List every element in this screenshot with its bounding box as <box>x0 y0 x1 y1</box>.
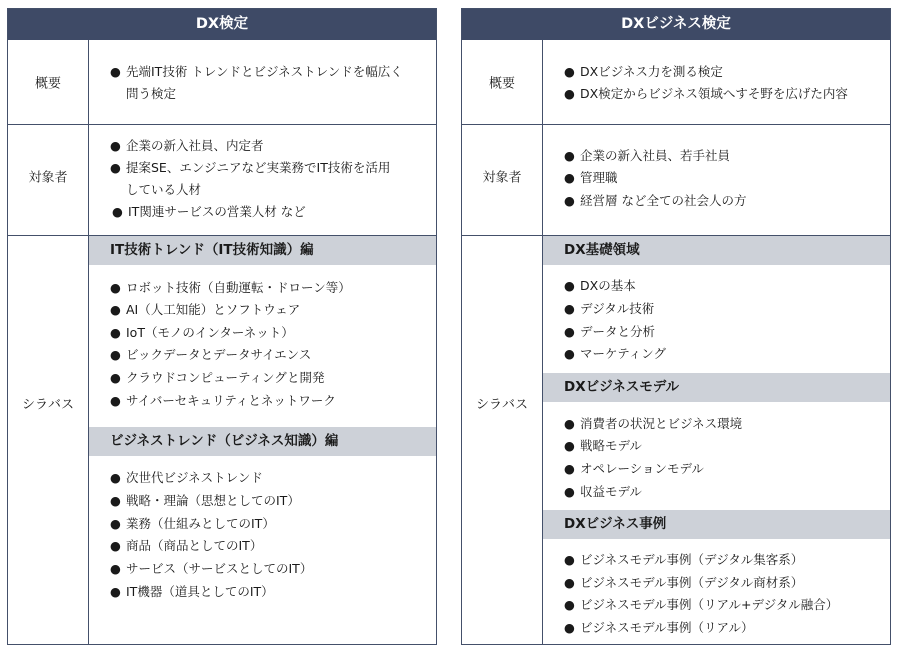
column-divider <box>88 40 89 644</box>
dx-kentei-panel <box>7 8 437 645</box>
bullet-icon: ● <box>564 484 575 499</box>
panel-title: DXビジネス検定 <box>462 9 890 40</box>
list-item: ● サイバーセキュリティとネットワーク <box>110 390 428 412</box>
section-heading: DXビジネス事例 <box>543 510 890 539</box>
list-item: ● 収益モデル <box>564 481 882 503</box>
bullet-icon: ● <box>110 561 121 576</box>
list-item: ● ビジネスモデル事例（リアル） <box>564 617 882 639</box>
list-item: ● ロボット技術（自動運転・ドローン等） <box>110 277 428 299</box>
list-item: ● ビジネスモデル事例（デジタル商材系） <box>564 572 882 594</box>
bullet-icon: ● <box>110 160 121 175</box>
audience-item: ● 企業の新入社員、内定者 <box>110 135 428 157</box>
column-divider <box>542 40 543 644</box>
audience-label: 対象者 <box>28 170 68 186</box>
audience-item: ● 企業の新入社員、若手社員 <box>564 145 882 167</box>
bullet-icon: ● <box>110 280 121 295</box>
list-item: ● IT機器（道具としてのIT） <box>110 581 428 603</box>
bullet-icon: ● <box>564 597 575 612</box>
audience-label: 対象者 <box>482 170 522 186</box>
bullet-icon: ● <box>564 301 575 316</box>
section-heading: ビジネストレンド（ビジネス知識）編 <box>89 427 436 456</box>
bullet-icon: ● <box>110 138 121 153</box>
dx-business-kentei-panel <box>461 8 891 645</box>
panel-title: DX検定 <box>8 9 436 40</box>
bullet-icon: ● <box>564 461 575 476</box>
list-item: ● AI（人工知能）とソフトウェア <box>110 299 428 321</box>
bullet-icon: ● <box>564 552 575 567</box>
overview-label: 概要 <box>488 76 515 92</box>
bullet-icon: ● <box>564 346 575 361</box>
bullet-icon: ● <box>110 325 121 340</box>
list-item: ● 戦略モデル <box>564 435 882 457</box>
list-item: ● データと分析 <box>564 321 882 343</box>
bullet-icon: ● <box>110 302 121 317</box>
list-item: ● デジタル技術 <box>564 298 882 320</box>
bullet-icon: ● <box>564 416 575 431</box>
bullet-icon: ● <box>110 370 121 385</box>
section-heading: DXビジネスモデル <box>543 373 890 402</box>
audience-item: ● 提案SE、エンジニアなど実業務でIT技術を活用 している人材 <box>110 157 428 201</box>
list-item: ● 戦略・理論（思想としてのIT） <box>110 490 428 512</box>
bullet-icon: ● <box>110 584 121 599</box>
bullet-icon: ● <box>110 347 121 362</box>
bullet-icon: ● <box>110 64 121 79</box>
bullet-icon: ● <box>110 493 121 508</box>
list-item: ● 消費者の状況とビジネス環境 <box>564 413 882 435</box>
bullet-icon: ● <box>564 170 575 185</box>
list-item: ● オペレーションモデル <box>564 458 882 480</box>
bullet-icon: ● <box>564 324 575 339</box>
list-item: ● マーケティング <box>564 343 882 365</box>
bullet-icon: ● <box>564 148 575 163</box>
overview-label: 概要 <box>34 76 61 92</box>
bullet-icon: ● <box>112 204 123 219</box>
bullet-icon: ● <box>564 620 575 635</box>
bullet-icon: ● <box>110 470 121 485</box>
row-divider <box>462 124 890 125</box>
row-divider <box>8 124 436 125</box>
bullet-icon: ● <box>110 538 121 553</box>
overview-item: ● DX検定からビジネス領域へすそ野を広げた内容 <box>564 83 882 105</box>
bullet-icon: ● <box>564 193 575 208</box>
bullet-icon: ● <box>564 278 575 293</box>
list-item: ● DXの基本 <box>564 275 882 297</box>
list-item: ● ビジネスモデル事例（リアル+デジタル融合） <box>564 594 882 616</box>
section-heading: IT技術トレンド（IT技術知識）編 <box>89 236 436 265</box>
audience-item: ● IT関連サービスの営業人材 など <box>112 201 430 223</box>
list-item: ● ビジネスモデル事例（デジタル集客系） <box>564 549 882 571</box>
bullet-icon: ● <box>564 438 575 453</box>
bullet-icon: ● <box>564 64 575 79</box>
overview-item: ● DXビジネス力を測る検定 <box>564 61 882 83</box>
list-item: ● ビックデータとデータサイエンス <box>110 344 428 366</box>
list-item: ● サービス（サービスとしてのIT） <box>110 558 428 580</box>
list-item: ● 業務（仕組みとしてのIT） <box>110 513 428 535</box>
bullet-icon: ● <box>564 575 575 590</box>
section-heading: DX基礎領域 <box>543 236 890 265</box>
list-item: ● 次世代ビジネストレンド <box>110 467 428 489</box>
audience-item: ● 経営層 など全ての社会人の方 <box>564 190 882 212</box>
overview-item: ● 先端IT技術 トレンドとビジネストレンドを幅広く 問う検定 <box>110 61 428 105</box>
list-item: ● クラウドコンピューティングと開発 <box>110 367 428 389</box>
list-item: ● IoT（モノのインターネット） <box>110 322 428 344</box>
audience-item: ● 管理職 <box>564 167 882 189</box>
bullet-icon: ● <box>110 516 121 531</box>
list-item: ● 商品（商品としてのIT） <box>110 535 428 557</box>
bullet-icon: ● <box>110 393 121 408</box>
syllabus-label: シラバス <box>21 397 74 413</box>
bullet-icon: ● <box>564 86 575 101</box>
syllabus-label: シラバス <box>475 397 528 413</box>
